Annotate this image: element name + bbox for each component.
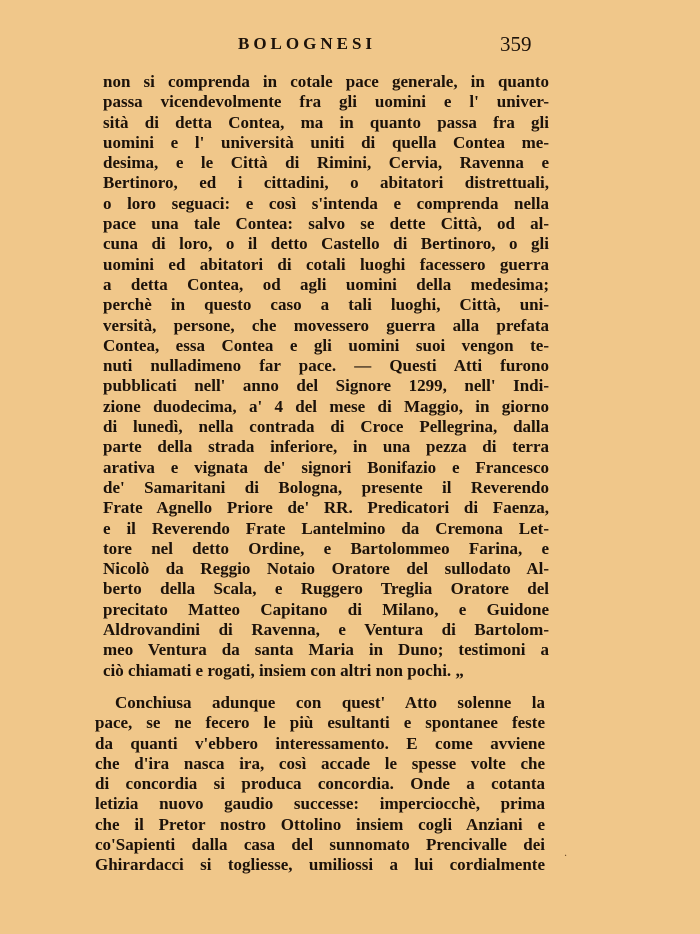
text-line: tore nel detto Ordine, e Bartolommeo Farina, e: [103, 538, 549, 558]
text-line: precitato Matteo Capitano di Milano, e Guidone: [103, 599, 549, 619]
text-line: uomini e l' università uniti di quella Contea me-: [103, 132, 549, 152]
text-line: de' Samaritani di Bologna, presente il Reverendo: [103, 477, 549, 497]
text-line: Conchiusa adunque con quest' Atto solenne la: [115, 693, 545, 712]
text-line: a detta Contea, od agli uomini della medesima;: [103, 274, 549, 294]
text-line: e il Reverendo Frate Lantelmino da Cremona Let-: [103, 518, 549, 538]
text-line: che il Pretor nostro Ottolino insiem cogli Anziani e: [95, 814, 545, 834]
text-line: pace una tale Contea: salvo se dette Città, od al-: [103, 214, 549, 234]
page-number: 359: [500, 32, 532, 56]
text-line: arativa e vignata de' signori Bonifazio e Francesco: [103, 457, 549, 477]
text-line: di lunedì, nella contrada di Croce Pellegrina, dalla: [103, 417, 549, 437]
text-line: sità di detta Contea, ma in quanto passa fra gli: [103, 112, 549, 132]
text-line: perchè in questo caso a tali luoghi, Città, uni-: [103, 295, 549, 315]
page-header: [0, 34, 700, 58]
text-line: cuna di loro, o il detto Castello di Bertinoro, o gli: [103, 234, 549, 254]
text-line: letizia nuovo gaudio successe: imperciocchè, prima: [95, 794, 545, 814]
running-title: BOLOGNESI: [238, 34, 377, 53]
text-line: meo Ventura da santa Maria in Duno; testimoni a: [103, 640, 549, 660]
text-line: ciò chiamati e rogati, insiem con altri non pochi. „: [103, 660, 464, 680]
text-line: berto della Scala, e Ruggero Treglia Oratore del: [103, 579, 549, 599]
text-line: nuti nulladimeno far pace. — Questi Atti furono: [103, 356, 549, 376]
text-line: pubblicati nell' anno del Signore 1299, nell' Indi-: [103, 376, 549, 396]
text-line: uomini ed abitatori di cotali luoghi facessero guerra: [103, 254, 549, 274]
text-line: Aldrovandini di Ravenna, e Ventura di Bartolom-: [103, 620, 549, 640]
margin-mark: ·: [564, 851, 568, 862]
text-line: zione duodecima, a' 4 del mese di Maggio, in giorno: [103, 396, 549, 416]
text-line: Contea, essa Contea e gli uomini suoi vengon te-: [103, 335, 549, 355]
text-line: che d'ira nasca ira, così accade le spesse volte che: [95, 753, 545, 773]
text-line: da quanti v'ebbero interessamento. E come avviene: [95, 733, 545, 753]
text-line: o loro seguaci: e così s'intenda e comprenda nella: [103, 193, 549, 213]
text-line: co'Sapienti dalla casa del sunnomato Prencivalle dei: [95, 835, 545, 855]
text-line: Nicolò da Reggio Notaio Oratore del sullodato Al-: [103, 559, 549, 579]
text-line: parte della strada inferiore, in una pezza di terra: [103, 437, 549, 457]
text-line: Bertinoro, ed i cittadini, o abitatori distrettuali,: [103, 173, 549, 193]
text-line: di concordia si produca concordia. Onde a cotanta: [95, 774, 545, 794]
text-line: non si comprenda in cotale pace generale, in quanto: [103, 72, 549, 91]
text-line: desima, e le Città di Rimini, Cervia, Ravenna e: [103, 153, 549, 173]
text-line: Frate Agnello Priore de' RR. Predicatori di Faenza,: [103, 498, 549, 518]
paragraph-1: [103, 72, 549, 681]
text-line: Ghirardacci si togliesse, umiliossi a lui cordialmente: [95, 855, 545, 875]
text-line: versità, persone, che movessero guerra alla prefata: [103, 315, 549, 335]
paragraph-2: [95, 693, 545, 876]
text-line: pace, se ne fecero le più esultanti e spontanee feste: [95, 713, 545, 733]
text-line: passa vicendevolmente fra gli uomini e l' univer-: [103, 92, 549, 112]
